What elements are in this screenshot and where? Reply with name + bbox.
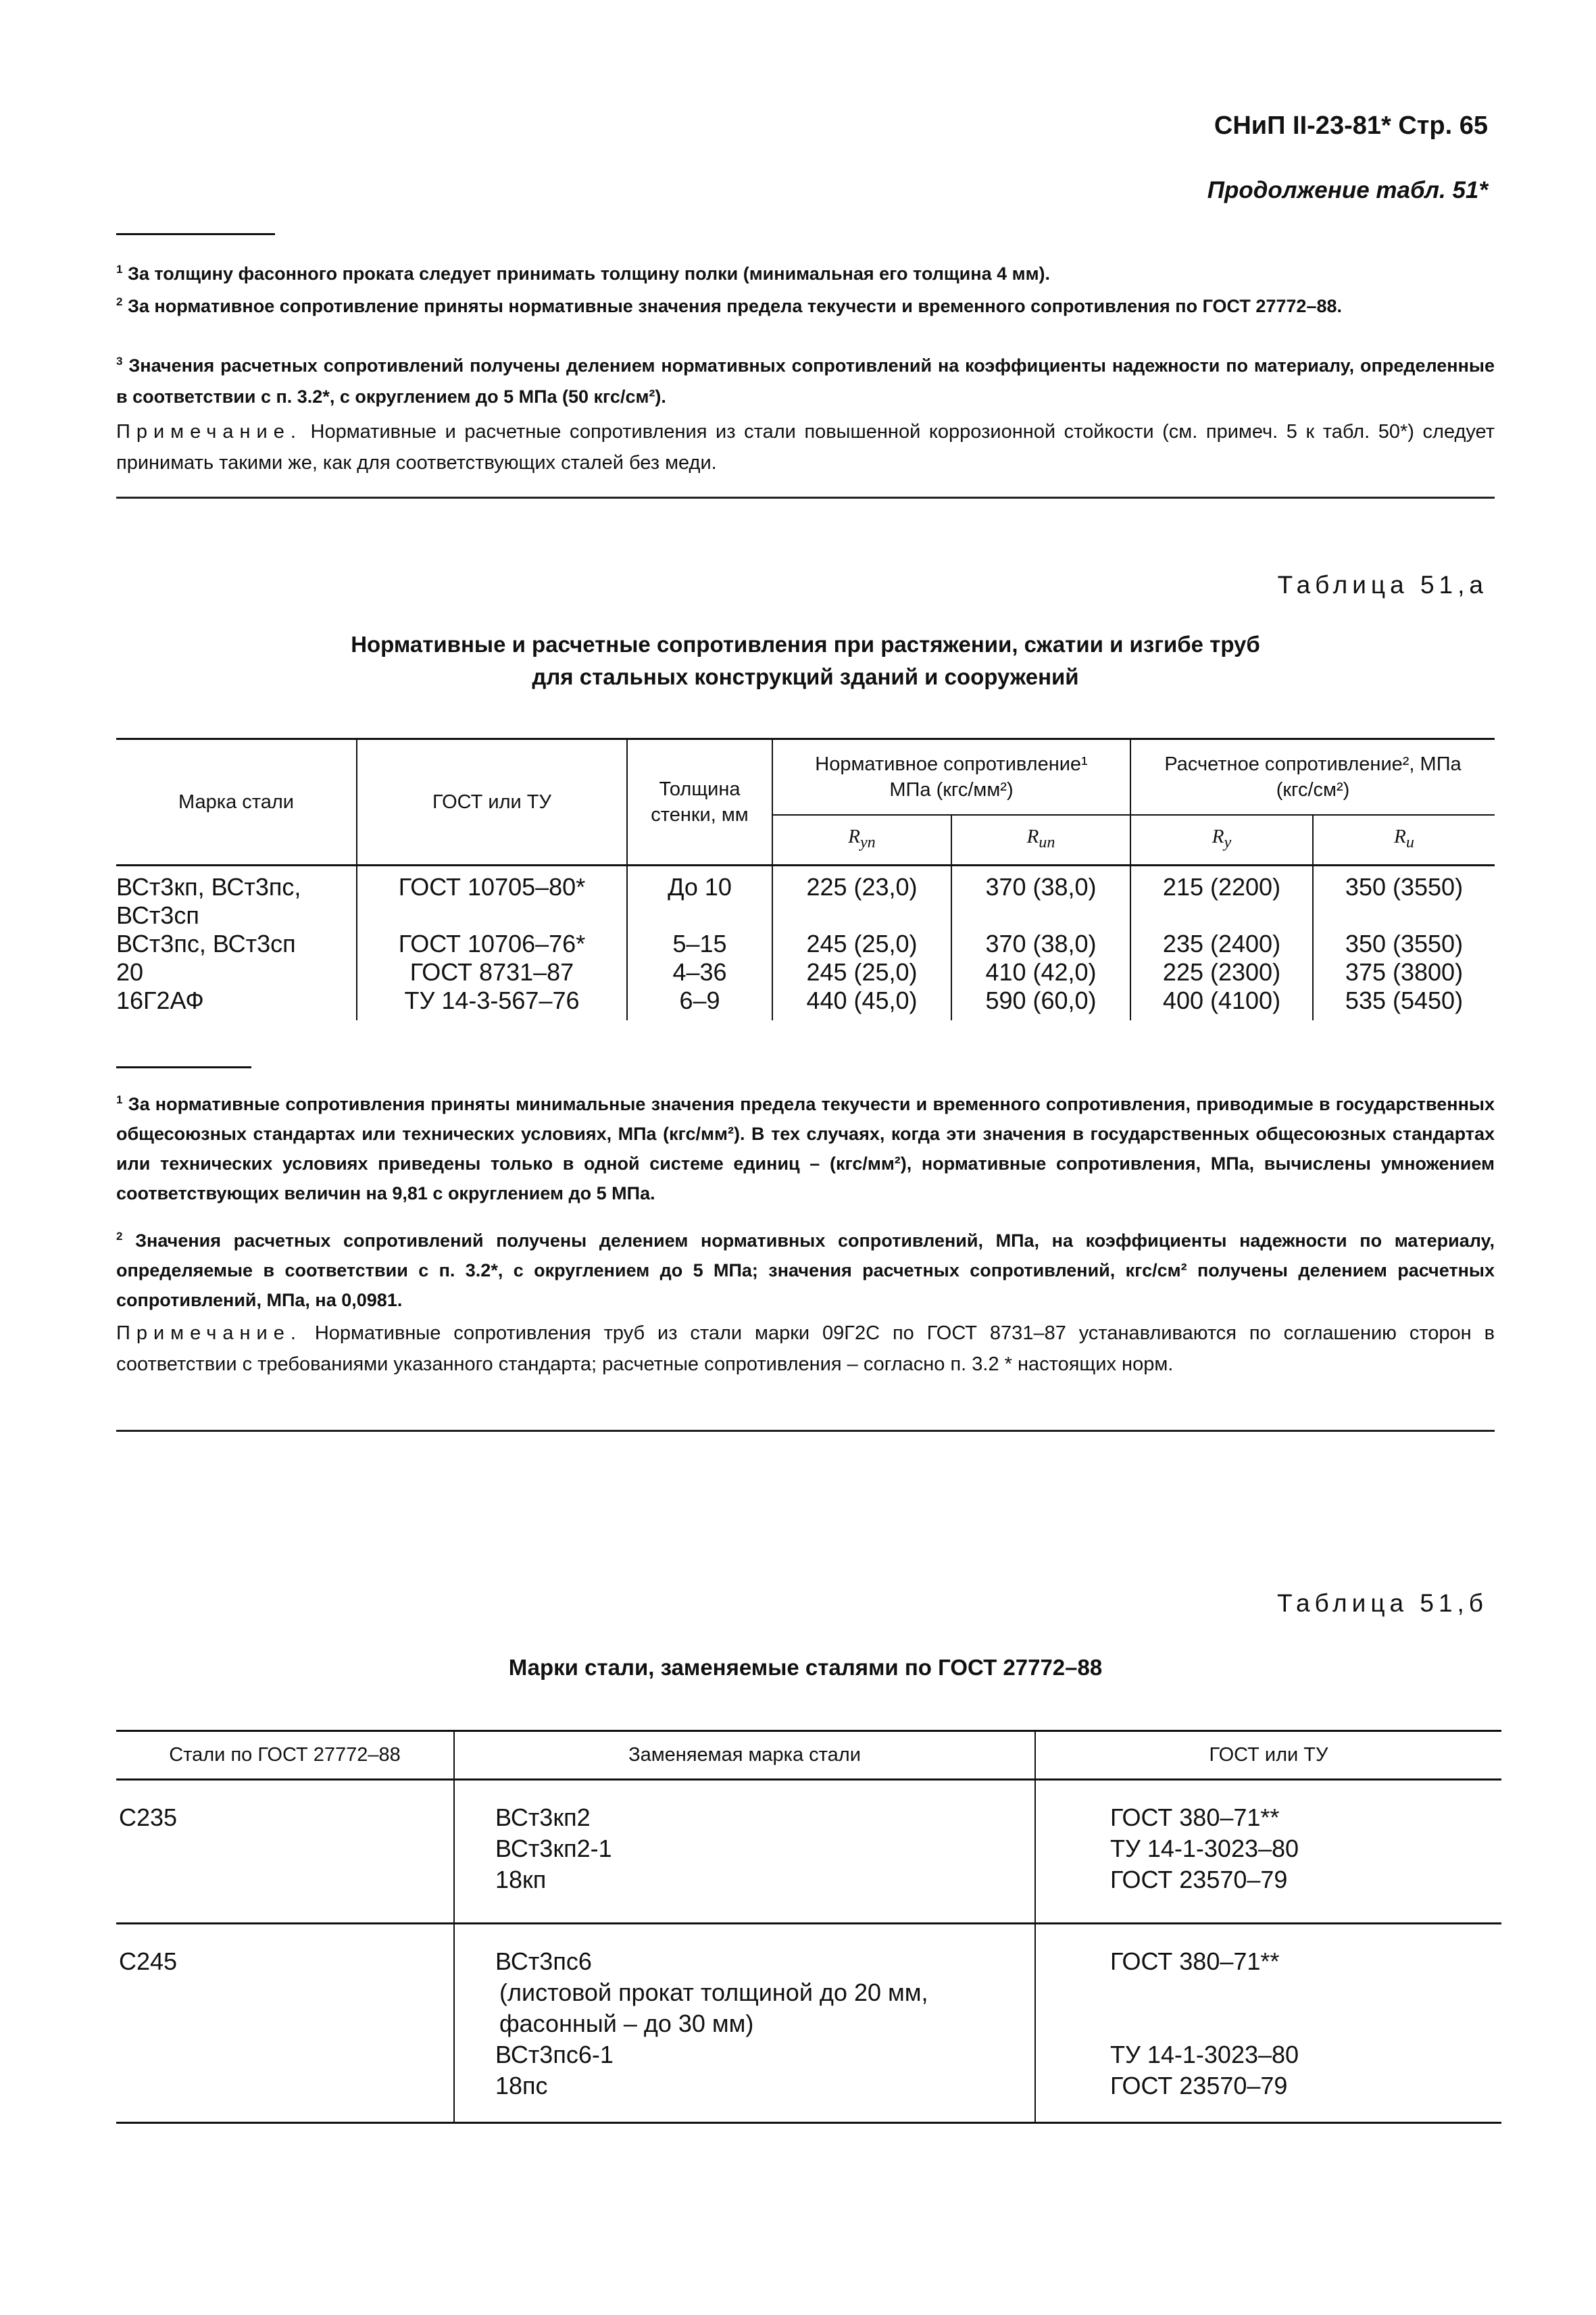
col-gost: ГОСТ или ТУ bbox=[1035, 1731, 1501, 1780]
table-continuation-label: Продолжение табл. 51* bbox=[1207, 177, 1488, 203]
cell-gost: ГОСТ 380–71** ТУ 14-1-3023–80 ГОСТ 23570–79 bbox=[1035, 1780, 1501, 1924]
cell-gost: ГОСТ 10705–80* bbox=[357, 866, 627, 930]
cell-gost: ТУ 14-3-567–76 bbox=[357, 987, 627, 1020]
cell-ryn: 245 (25,0) bbox=[772, 930, 951, 958]
table-b-title: Марки стали, заменяемые сталями по ГОСТ 27772–88 bbox=[508, 1655, 1103, 1680]
table-b bbox=[116, 1730, 1501, 2124]
col-ry: $R_y$ bbox=[1130, 815, 1313, 866]
cell-replaced: ВСт3кп2 ВСт3кп2-1 18кп bbox=[454, 1780, 1035, 1924]
cell-grade: ВСт3пс, ВСт3сп bbox=[116, 930, 296, 957]
note-top: Примечание. Нормативные и расчетные сопротивления из стали повышенной коррозионной стойкости (см. примеч. 5 к табл. 50*) следует принимать такими же, как для соответствующих сталей без меди. bbox=[116, 421, 1495, 474]
cell-run: 370 (38,0) bbox=[951, 930, 1130, 958]
col-normative: Нормативное сопротивление¹ МПа (кгс/мм²) bbox=[772, 739, 1130, 815]
cell-ryn: 245 (25,0) bbox=[772, 958, 951, 987]
footnote-3: $^3$ Значения расчетных сопротивлений получены делением нормативных сопротивлений на коэффициенты надежности по материалу, определенные в соответствии с п. 3.2*, с округлением до 5 МПа (50 кгс/см²). bbox=[116, 355, 1495, 407]
cell-run: 370 (38,0) bbox=[951, 866, 1130, 930]
table-a-label: Таблица 51,а bbox=[1277, 571, 1488, 599]
col-grade: Марка стали bbox=[116, 739, 357, 866]
col-steel: Стали по ГОСТ 27772–88 bbox=[116, 1731, 454, 1780]
section-divider bbox=[116, 497, 1495, 499]
footnote-2: $^2$ За нормативное сопротивление приняты нормативные значения предела текучести и временного сопротивления по ГОСТ 27772–88. bbox=[116, 295, 1342, 316]
table-row bbox=[116, 958, 1495, 987]
cell-thickness: 4–36 bbox=[627, 958, 772, 987]
table-row bbox=[116, 987, 1495, 1020]
table-b-label: Таблица 51,б bbox=[1277, 1589, 1488, 1617]
cell-steel: С245 bbox=[116, 1924, 454, 2123]
cell-ru: 350 (3550) bbox=[1313, 866, 1495, 930]
cell-thickness: До 10 bbox=[627, 866, 772, 930]
cell-steel: С235 bbox=[116, 1780, 454, 1924]
table-row bbox=[116, 1780, 1501, 1924]
cell-ru: 375 (3800) bbox=[1313, 958, 1495, 987]
cell-ry: 225 (2300) bbox=[1130, 958, 1313, 987]
col-thickness: Толщина стенки, мм bbox=[627, 739, 772, 866]
col-ru: $R_u$ bbox=[1313, 815, 1495, 866]
footnote-rule bbox=[116, 1066, 251, 1068]
cell-grade: ВСт3кп, ВСт3пс, ВСт3сп bbox=[116, 873, 301, 929]
cell-gost: ГОСТ 8731–87 bbox=[357, 958, 627, 987]
col-gost: ГОСТ или ТУ bbox=[357, 739, 627, 866]
table-row bbox=[116, 930, 1495, 958]
cell-thickness: 5–15 bbox=[627, 930, 772, 958]
col-run: $R_{un}$ bbox=[951, 815, 1130, 866]
cell-replaced: ВСт3пс6 (листовой прокат толщиной до 20 мм, фасонный – до 30 мм) ВСт3пс6-1 18пс bbox=[454, 1924, 1035, 2123]
table-a-footnote-1: $^1$ За нормативные сопротивления приняты минимальные значения предела текучести и временного сопротивления, приводимые в государственных общесоюзных стандартах или технических условиях, МПа (кгс/мм²). В тех случаях, когда эти значения в государственных общесоюзных стандартах или технических условиях приведены только в одной системе единиц – (кгс/мм²), нормативные сопротивления, МПа, вычислены умножением соответствующих величин на 9,81 с округлением до 5 МПа. bbox=[116, 1093, 1495, 1203]
cell-ru: 350 (3550) bbox=[1313, 930, 1495, 958]
cell-ryn: 440 (45,0) bbox=[772, 987, 951, 1020]
cell-grade: 20 bbox=[116, 958, 144, 986]
footnote-1: $^1$ За толщину фасонного проката следует принимать толщину полки (минимальная его толщина 4 мм). bbox=[116, 263, 1051, 284]
table-a-footnote-2: $^2$ Значения расчетных сопротивлений получены делением нормативных сопротивлений, МПа, на коэффициенты надежности по материалу, определяемые в соответствии с п. 3.2*, с округлением до 5 МПа; значения расчетных сопротивлений, кгс/см² получены делением расчетных сопротивлений, МПа, на 0,0981. bbox=[116, 1230, 1495, 1310]
cell-thickness: 6–9 bbox=[627, 987, 772, 1020]
cell-run: 590 (60,0) bbox=[951, 987, 1130, 1020]
page-header: СНиП II-23-81* Стр. 65 bbox=[1214, 111, 1488, 140]
col-design: Расчетное сопротивление², МПа (кгс/см²) bbox=[1130, 739, 1495, 815]
section-divider bbox=[116, 1430, 1495, 1432]
cell-grade: 16Г2АФ bbox=[116, 987, 204, 1014]
cell-ryn: 225 (23,0) bbox=[772, 866, 951, 930]
cell-ru: 535 (5450) bbox=[1313, 987, 1495, 1020]
table-row bbox=[116, 1924, 1501, 2123]
cell-ry: 215 (2200) bbox=[1130, 866, 1313, 930]
cell-ry: 400 (4100) bbox=[1130, 987, 1313, 1020]
footnote-rule bbox=[116, 233, 275, 235]
col-ryn: $R_{yn}$ bbox=[772, 815, 951, 866]
table-a-title: Нормативные и расчетные сопротивления при растяжении, сжатии и изгибе труб для стальных конструкций зданий и сооружений bbox=[351, 632, 1260, 689]
cell-ry: 235 (2400) bbox=[1130, 930, 1313, 958]
table-a bbox=[116, 738, 1495, 1020]
table-row bbox=[116, 866, 1495, 930]
cell-gost: ГОСТ 10706–76* bbox=[357, 930, 627, 958]
col-replaced: Заменяемая марка стали bbox=[454, 1731, 1035, 1780]
table-a-note: Примечание. Нормативные сопротивления труб из стали марки 09Г2С по ГОСТ 8731–87 устанавливаются по соглашению сторон в соответствии с требованиями указанного стандарта; расчетные сопротивления – согласно п. 3.2 * настоящих норм. bbox=[116, 1322, 1495, 1375]
cell-run: 410 (42,0) bbox=[951, 958, 1130, 987]
cell-gost: ГОСТ 380–71** ТУ 14-1-3023–80 ГОСТ 23570–79 bbox=[1035, 1924, 1501, 2123]
